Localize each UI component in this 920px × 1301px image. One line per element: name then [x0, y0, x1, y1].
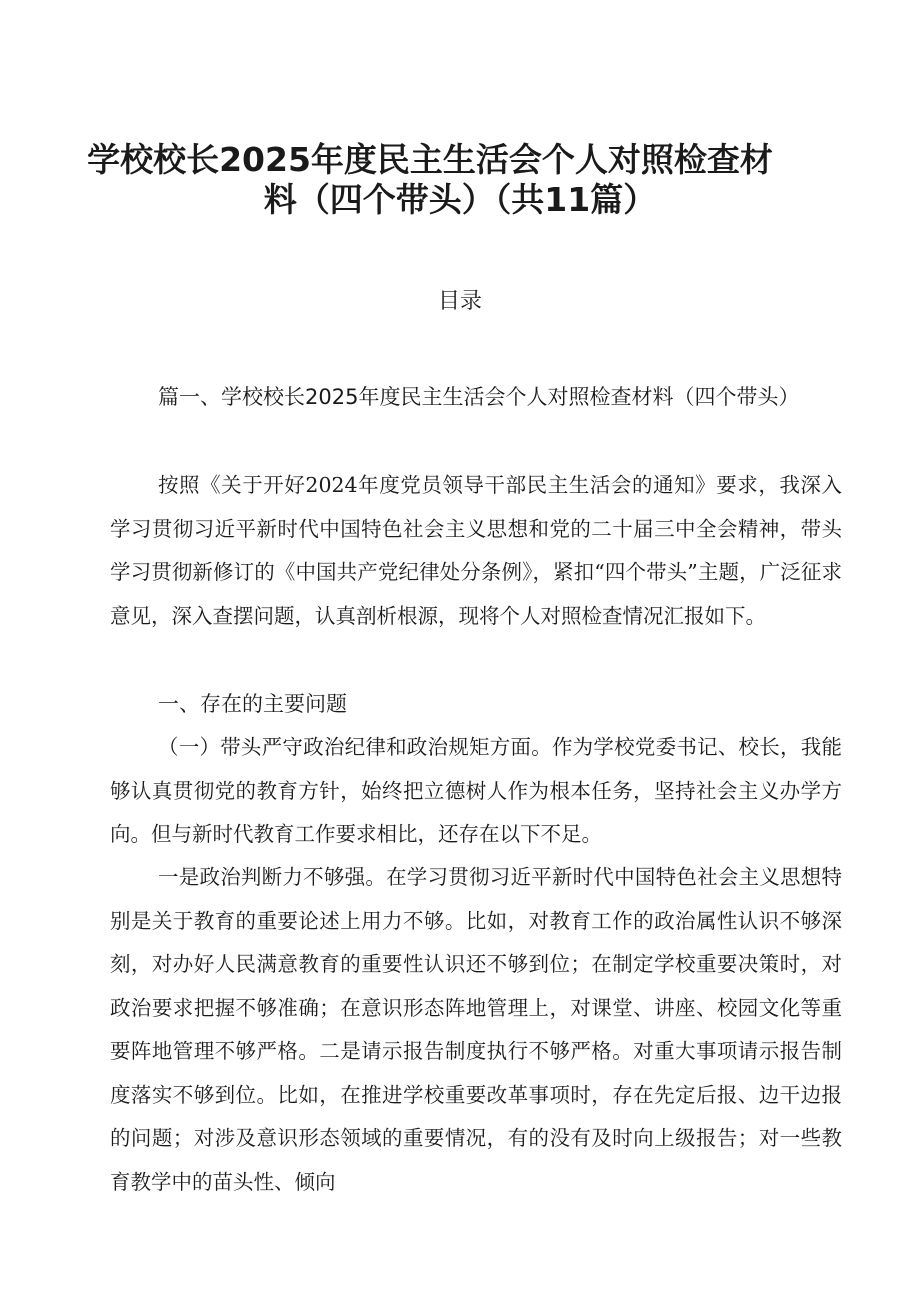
item-1-detail-paragraph: 一是政治判断力不够强。在学习贯彻习近平新时代中国特色社会主义思想特别是关于教育的重要论述上用力不够。比如，对教育工作的政治属性认识不够深刻，对办好人民满意教育的重要性认识还不够到位；在制定学校重要决策时，对政治要求把握不够准确；在意识形态阵地管理上，对课堂、讲座、校园文化等重要阵地管理不够严格。二是请示报告制度执行不够严格。对重大事项请示报告制度落实不够到位。比如，在推进学校重要改革事项时，存在先定后报、边干边报的问题；对涉及意识形态领域的重要情况，有的没有及时向上级报告；对一些教育教学中的苗头性、倾向	[110, 865, 842, 1194]
document-title-line-1: 学校校长2025年度民主生活会个人对照检查材	[87, 140, 773, 179]
item-1-paragraph: （一）带头严守政治纪律和政治规矩方面。作为学校党委书记、校长，我能够认真贯彻党的教育方针，始终把立德树人作为根本任务，坚持社会主义办学方向。但与新时代教育工作要求相比，还存在以下不足。	[110, 735, 842, 846]
document-title-line-2: 料（四个带头）（共11篇）	[263, 180, 657, 219]
toc-heading: 目录	[437, 289, 482, 314]
section-heading-1: 一、存在的主要问题	[158, 692, 347, 716]
intro-paragraph: 按照《关于开好2024年度党员领导干部民主生活会的通知》要求，我深入学习贯彻习近平新时代中国特色社会主义思想和党的二十届三中全会精神，带头学习贯彻新修订的《中国共产党纪律处分条例》，紧扣“四个带头”主题，广泛征求意见，深入查摆问题，认真剖析根源，现将个人对照检查情况汇报如下。	[110, 473, 842, 628]
toc-item-1[interactable]: 篇一、学校校长2025年度民主生活会个人对照检查材料（四个带头）	[158, 385, 800, 409]
